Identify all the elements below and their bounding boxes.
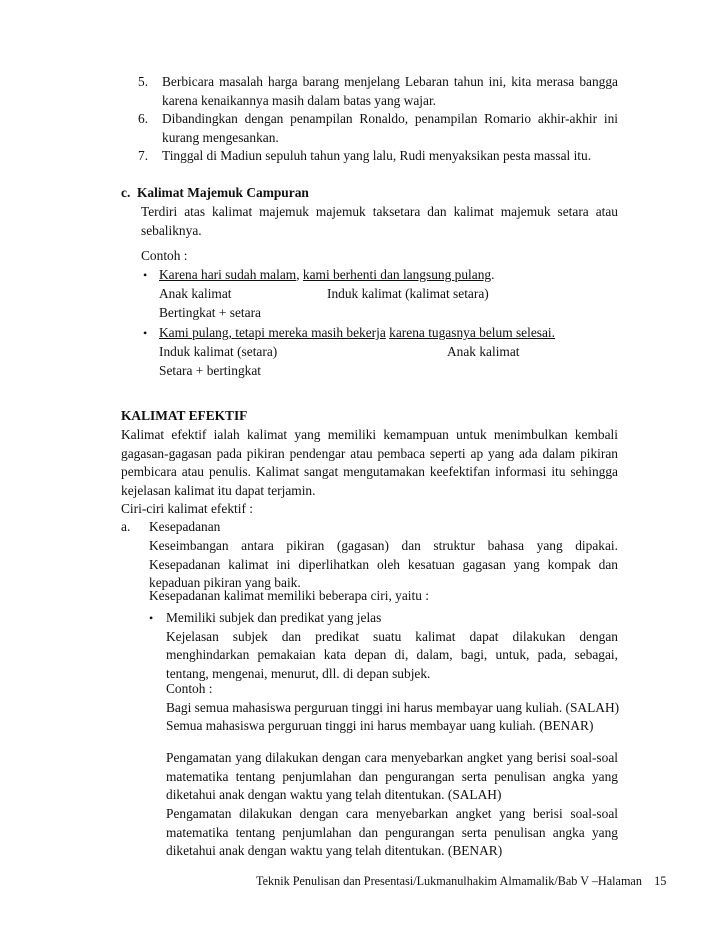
list-number: 7. — [138, 148, 149, 164]
example-benar: Semua mahasiswa perguruan tinggi ini harus membayar uang kuliah. (BENAR) — [166, 718, 594, 733]
top-list — [138, 73, 618, 166]
separator: , — [296, 267, 300, 282]
example-2 — [141, 324, 621, 343]
contoh-label-2: Contoh : — [166, 681, 213, 696]
paragraph-benar — [166, 805, 618, 861]
clause-underlined: Kami pulang, tetapi mereka masih bekerja — [159, 325, 386, 340]
list-number: 6. — [138, 111, 149, 127]
list-text: Tinggal di Madiun sepuluh tahun yang lalu, Rudi menyaksikan pesta massal itu. — [162, 148, 592, 164]
ciri-title: Ciri-ciri kalimat efektif : — [121, 501, 253, 516]
section-c-heading — [121, 184, 309, 203]
section-c-desc — [141, 203, 618, 240]
para-line: diketahui anak dengan waktu yang telah ditentukan. (SALAH) — [166, 787, 502, 803]
section-marker: c. — [121, 185, 131, 200]
para-line: Kalimat efektif ialah kalimat yang memiliki kemampuan untuk menimbulkan kembali — [121, 427, 618, 442]
clause-underlined: karena tugasnya belum selesai. — [389, 325, 556, 340]
item-a-marker: a. — [121, 519, 131, 534]
bullet-icon: • — [143, 268, 148, 282]
item-a-body — [149, 537, 618, 593]
bullet-line: tentang, mengenai, menurut, dll. di depan subjek. — [166, 665, 431, 681]
bullet-title: Memiliki subjek dan predikat yang jelas — [166, 610, 382, 625]
clause-underlined: Karena hari sudah malam — [159, 267, 297, 282]
label-induk-kalimat: Induk kalimat (kalimat setara) — [327, 286, 489, 301]
pattern-label: Setara + bertingkat — [159, 363, 261, 378]
clause-underlined: kami berhenti dan langsung pulang — [302, 267, 492, 282]
list-item — [138, 147, 618, 166]
example-1 — [141, 266, 621, 285]
footer-text: Teknik Penulisan dan Presentasi/Lukmanulhakim Almamalik/Bab V –Halaman — [256, 874, 642, 888]
para-line: gagasan-gagasan pada pikiran pendengar atau pembaca seperti ap yang ada dalam pikiran — [121, 445, 618, 461]
label-induk-setara: Induk kalimat (setara) — [159, 344, 278, 359]
section-title: Kalimat Majemuk Campuran — [137, 185, 309, 200]
list-number: 5. — [138, 74, 149, 89]
bullet-subjek — [147, 609, 618, 683]
desc-line: sebaliknya. — [141, 222, 202, 238]
body-line: Kesepadanan kalimat ini diperlihatkan oleh kesatuan gagasan yang kompak dan — [149, 556, 618, 572]
label-anak-kalimat: Anak kalimat — [159, 286, 232, 301]
example-sentence — [141, 324, 621, 343]
body-line: Keseimbangan antara pikiran (gagasan) dan struktur bahasa yang dipakai. — [149, 538, 618, 553]
list-text: Dibandingkan dengan penampilan Ronaldo, penampilan Romario akhir-akhir ini — [162, 111, 618, 127]
list-text: kurang mengesankan. — [162, 129, 279, 145]
para-line: Pengamatan dilakukan dengan cara menyebarkan angket yang berisi soal-soal — [166, 806, 618, 821]
example-salah: Bagi semua mahasiswa perguruan tinggi ini harus membayar uang kuliah. (SALAH) — [166, 700, 620, 715]
desc-line: Terdiri atas kalimat majemuk majemuk taksetara dan kalimat majemuk setara atau — [141, 204, 618, 219]
list-text: karena kenaikannya masih dalam batas yang wajar. — [162, 92, 437, 108]
efektif-paragraph — [121, 426, 618, 500]
example-sentence — [141, 266, 621, 285]
paragraph-salah — [166, 749, 618, 805]
para-line: kejelasan kalimat itu dapat terjamin. — [121, 482, 316, 498]
label-anak-kalimat: Anak kalimat — [447, 344, 520, 359]
page-number: 15 — [654, 874, 667, 888]
list-text: Berbicara masalah harga barang menjelang Lebaran tahun ini, kita merasa bangga — [162, 74, 618, 89]
bullet-icon: • — [143, 326, 148, 340]
end-punct: . — [491, 267, 495, 282]
bullet-line: Kejelasan subjek dan predikat suatu kalimat dapat dilakukan dengan — [166, 628, 618, 644]
para-line: pembicara atau penulis. Kalimat sangat mengutamakan keefektifan informasi itu sehingga — [121, 464, 618, 480]
item-a-title: Kesepadanan — [149, 519, 221, 534]
efektif-heading: KALIMAT EFEKTIF — [121, 408, 248, 423]
list-item — [138, 73, 618, 110]
body-line: kepaduan pikiran yang baik. — [149, 575, 301, 591]
footer — [256, 872, 666, 891]
pattern-label: Bertingkat + setara — [159, 305, 261, 320]
bullet-line: menghindarkan pemakaian kata depan di, dalam, bagi, untuk, pada, sebagai, — [166, 647, 618, 663]
para-line: matematika tentang penjumlahan dan pengurangan serta penulisan angka yang — [166, 824, 618, 840]
bullet-icon: • — [149, 611, 154, 625]
item-a-ciri: Kesepadanan kalimat memiliki beberapa ciri, yaitu : — [149, 588, 429, 603]
para-line: Pengamatan yang dilakukan dengan cara menyebarkan angket yang berisi soal-soal — [166, 750, 618, 765]
list-item — [138, 110, 618, 147]
para-line: diketahui anak dengan waktu yang telah ditentukan. (BENAR) — [166, 843, 503, 859]
contoh-label: Contoh : — [141, 248, 188, 263]
para-line: matematika tentang penjumlahan dan pengurangan serta penulisan angka yang — [166, 768, 618, 784]
